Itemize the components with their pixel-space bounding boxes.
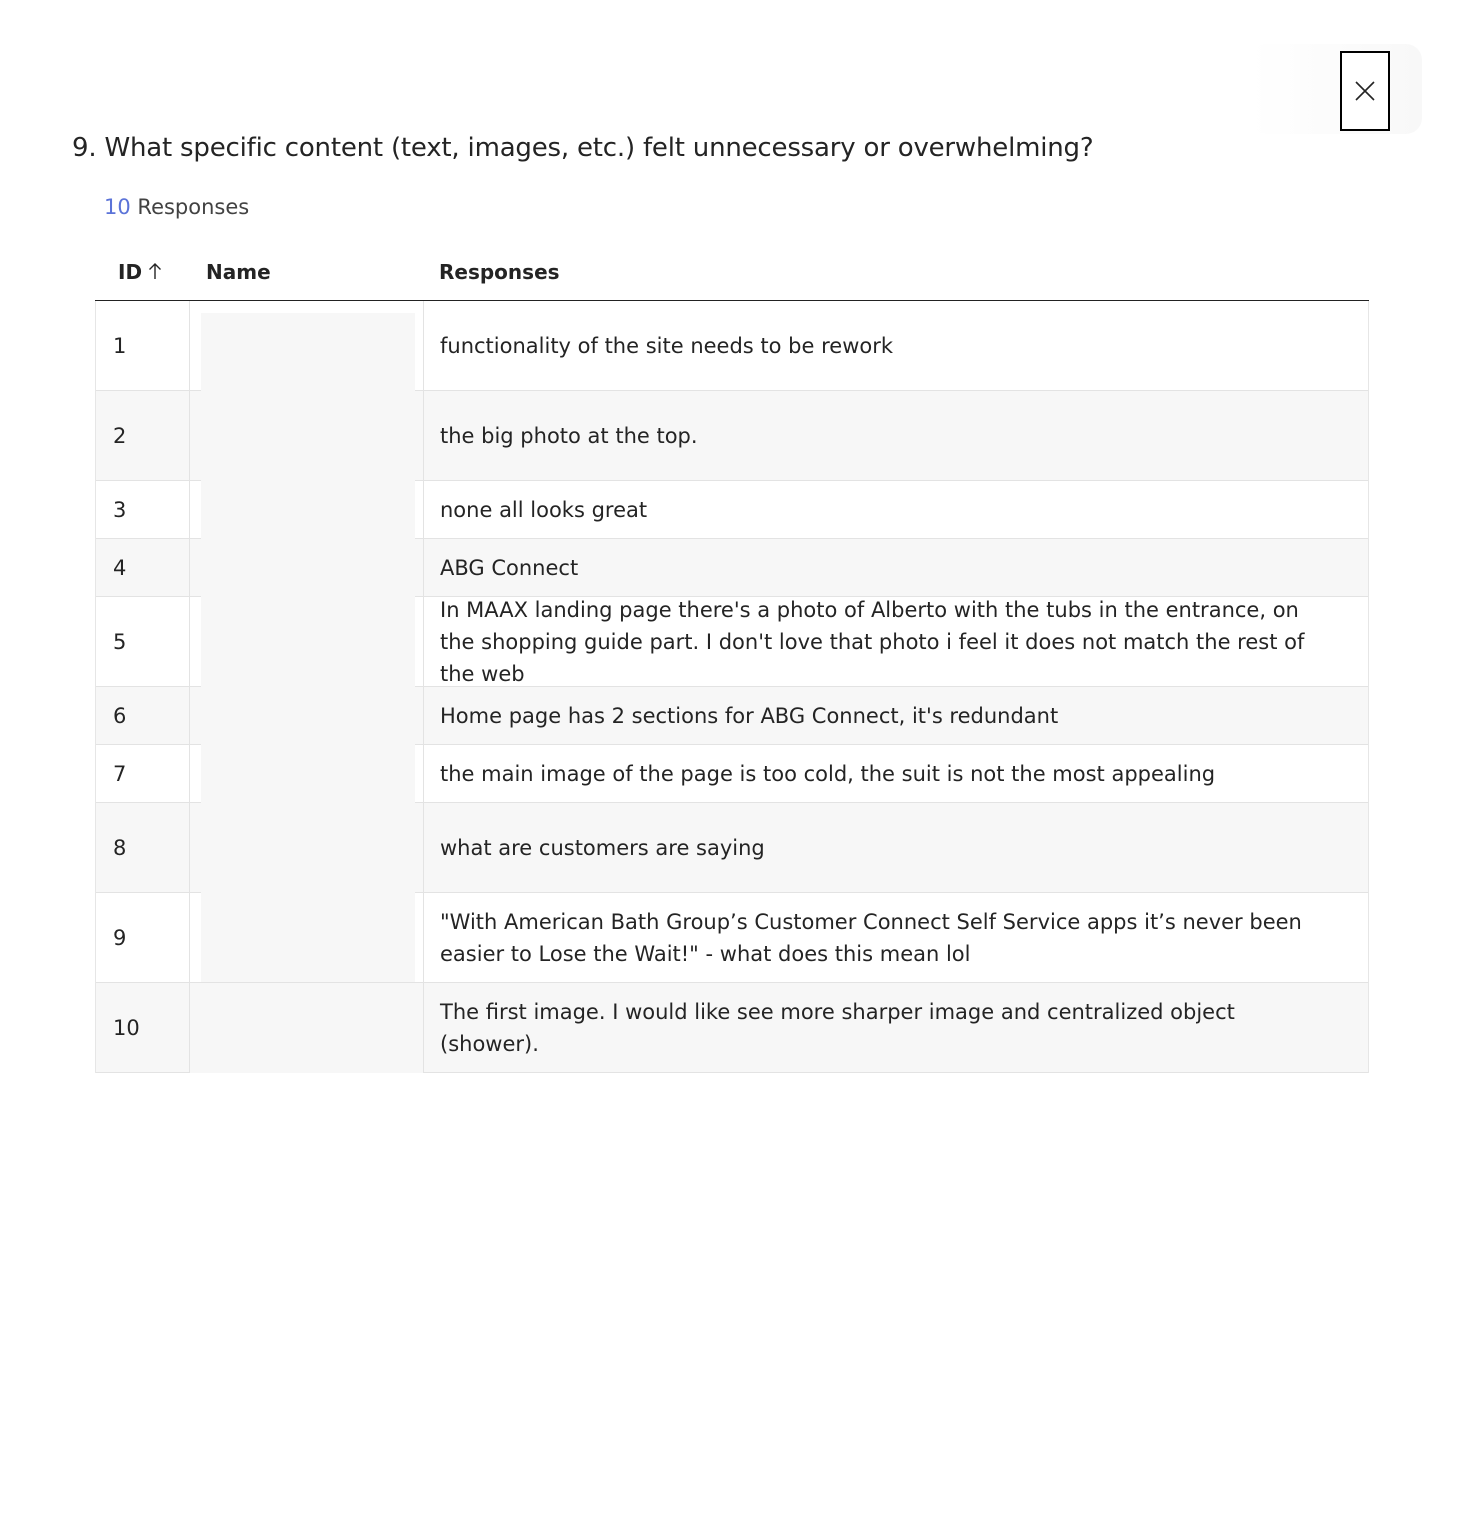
cell-response: none all looks great	[440, 497, 648, 522]
close-area	[1250, 44, 1422, 134]
cell-id: 5	[113, 629, 127, 654]
cell-id: 8	[113, 835, 127, 860]
table-body	[95, 301, 1369, 1073]
redacted-name-cell	[190, 983, 423, 1073]
column-header-id[interactable]: ID	[118, 244, 162, 300]
cell-response: what are customers are saying	[440, 835, 765, 860]
close-button[interactable]	[1340, 51, 1390, 131]
question-title: 9. What specific content (text, images, etc.) felt unnecessary or overwhelming?	[72, 133, 1094, 163]
cell-response: "With American Bath Group’s Customer Connect Self Service apps it’s never been easier to Lose the Wait!" - what does this mean lol	[440, 909, 1302, 966]
response-count-number: 10	[104, 195, 131, 219]
cell-id: 2	[113, 423, 127, 448]
cell-response: the big photo at the top.	[440, 423, 698, 448]
table-header	[95, 244, 1369, 301]
cell-response: the main image of the page is too cold, the suit is not the most appealing	[440, 761, 1216, 786]
cell-response: The first image. I would like see more sharper image and centralized object (shower).	[440, 999, 1235, 1056]
cell-response: Home page has 2 sections for ABG Connect, it's redundant	[440, 703, 1059, 728]
column-header-name[interactable]: Name	[206, 260, 271, 284]
cell-id: 3	[113, 497, 127, 522]
redacted-name-column	[201, 313, 415, 982]
cell-response: In MAAX landing page there's a photo of Alberto with the tubs in the entrance, on the shopping guide part. I don't love that photo i feel it does not match the rest of the web	[440, 597, 1305, 686]
cell-id: 4	[113, 555, 127, 580]
column-divider	[189, 301, 190, 1073]
arrow-up-icon	[148, 245, 162, 301]
response-count-label: Responses	[137, 195, 250, 219]
cell-id: 1	[113, 333, 127, 358]
cell-id: 9	[113, 925, 127, 950]
column-divider	[423, 301, 424, 1073]
cell-response: functionality of the site needs to be rework	[440, 333, 894, 358]
cell-id: 6	[113, 703, 127, 728]
cell-id: 7	[113, 761, 127, 786]
response-count	[104, 192, 249, 222]
column-header-responses[interactable]: Responses	[439, 260, 560, 284]
responses-table	[95, 244, 1369, 1073]
cell-response: ABG Connect	[440, 555, 579, 580]
cell-id: 10	[113, 1015, 140, 1040]
close-icon	[1353, 79, 1377, 103]
